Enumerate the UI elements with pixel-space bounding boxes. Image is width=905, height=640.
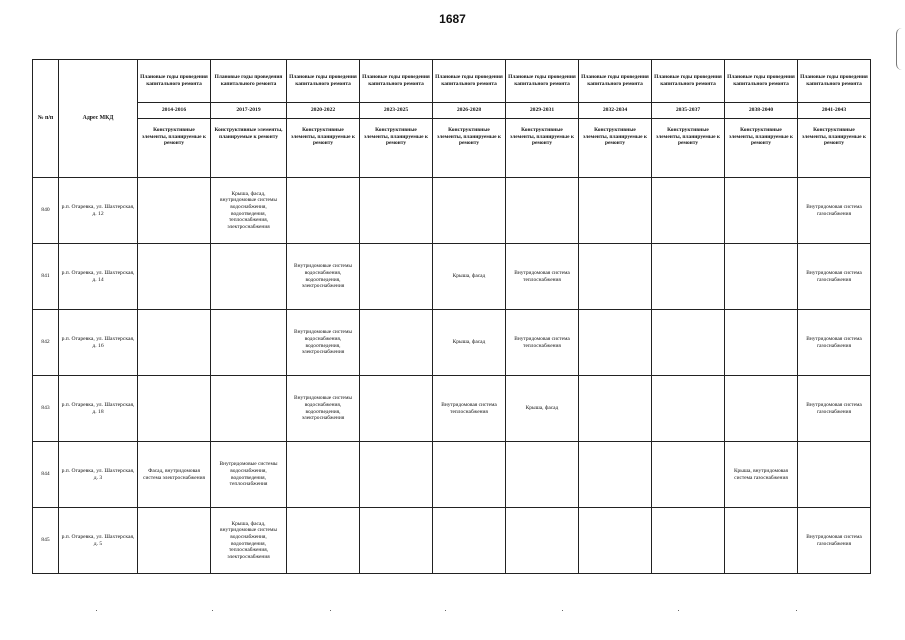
row-number: 844: [33, 442, 59, 508]
repair-elements-cell: [652, 376, 725, 442]
years-header: 2020-2022: [287, 103, 360, 119]
capital-repair-schedule-table: [32, 59, 871, 574]
repair-elements-cell: Фасад, внутридомовая система электроснабжения: [138, 442, 211, 508]
table-row: [33, 376, 871, 442]
period-title-header: Плановые годы проведения капитального ремонта: [360, 60, 433, 103]
column-header-address: Адрес МКД: [59, 60, 138, 178]
repair-elements-cell: Внутридомовая система газоснабжения: [798, 508, 871, 574]
repair-elements-cell: [579, 508, 652, 574]
repair-elements-cell: [579, 442, 652, 508]
repair-elements-cell: [360, 178, 433, 244]
repair-elements-cell: Внутридомовая система теплоснабжения: [433, 376, 506, 442]
row-address: р.п. Огаревка, ул. Шахтерская, д. 12: [59, 178, 138, 244]
years-header: 2014-2016: [138, 103, 211, 119]
repair-elements-cell: Внутридомовые системы водоснабжения, водоотведения, электроснабжения: [287, 244, 360, 310]
repair-elements-cell: [211, 244, 287, 310]
repair-elements-cell: [652, 178, 725, 244]
repair-elements-cell: [287, 508, 360, 574]
table-row: [33, 442, 871, 508]
repair-elements-cell: Крыша, фасад: [433, 244, 506, 310]
period-title-header: Плановые годы проведения капитального ремонта: [138, 60, 211, 103]
repair-elements-cell: [138, 310, 211, 376]
row-number: 840: [33, 178, 59, 244]
row-number: 845: [33, 508, 59, 574]
repair-elements-cell: [652, 508, 725, 574]
period-title-header: Плановые годы проведения капитального ремонта: [506, 60, 579, 103]
repair-elements-cell: Внутридомовые системы водоснабжения, водоотведения, электроснабжения: [287, 376, 360, 442]
table-body: [33, 178, 871, 574]
repair-elements-cell: [211, 310, 287, 376]
repair-elements-cell: Крыша, фасад, внутридомовые системы водоснабжения, водоотведения, теплоснабжения, электроснабжения: [211, 508, 287, 574]
page-number: 1687: [439, 12, 466, 26]
row-address: р.п. Огаревка, ул. Шахтерская, д. 14: [59, 244, 138, 310]
repair-elements-cell: Внутридомовые системы водоснабжения, водоотведения, электроснабжения: [287, 310, 360, 376]
repair-elements-cell: Внутридомовые системы водоснабжения, водоотведения, теплоснабжения: [211, 442, 287, 508]
elements-header: Конструктивные элементы, планируемые к ремонту: [579, 119, 652, 178]
repair-elements-cell: Крыша, фасад, внутридомовые системы водоснабжения, водоотведения, теплоснабжения, электроснабжения: [211, 178, 287, 244]
repair-elements-cell: [798, 442, 871, 508]
row-number: 841: [33, 244, 59, 310]
period-title-header: Плановые годы проведения капитального ремонта: [211, 60, 287, 103]
repair-elements-cell: Крыша, фасад: [433, 310, 506, 376]
repair-elements-cell: [360, 376, 433, 442]
repair-elements-cell: [360, 244, 433, 310]
elements-header: Конструктивные элементы, планируемые к ремонту: [211, 119, 287, 178]
repair-elements-cell: [211, 376, 287, 442]
table-row: [33, 178, 871, 244]
repair-elements-cell: Внутридомовая система теплоснабжения: [506, 244, 579, 310]
repair-elements-cell: [506, 442, 579, 508]
repair-elements-cell: Крыша, внутридомовая система газоснабжения: [725, 442, 798, 508]
repair-elements-cell: [138, 244, 211, 310]
repair-elements-cell: [433, 178, 506, 244]
repair-elements-cell: [725, 376, 798, 442]
repair-elements-cell: [138, 376, 211, 442]
elements-header: Конструктивные элементы, планируемые к ремонту: [287, 119, 360, 178]
period-title-header: Плановые годы проведения капитального ремонта: [725, 60, 798, 103]
repair-elements-cell: Внутридомовая система газоснабжения: [798, 310, 871, 376]
repair-elements-cell: Внутридомовая система газоснабжения: [798, 376, 871, 442]
repair-elements-cell: [652, 442, 725, 508]
repair-elements-cell: [360, 508, 433, 574]
row-address: р.п. Огаревка, ул. Шахтерская, д. 18: [59, 376, 138, 442]
table-row: [33, 508, 871, 574]
elements-header: Конструктивные элементы, планируемые к ремонту: [360, 119, 433, 178]
repair-elements-cell: [360, 310, 433, 376]
elements-header: Конструктивные элементы, планируемые к ремонту: [506, 119, 579, 178]
repair-elements-cell: [138, 508, 211, 574]
years-header: 2029-2031: [506, 103, 579, 119]
table-header: [33, 60, 871, 178]
repair-elements-cell: [287, 442, 360, 508]
repair-elements-cell: [138, 178, 211, 244]
years-header: 2035-2037: [652, 103, 725, 119]
years-header: 2041-2043: [798, 103, 871, 119]
elements-header: Конструктивные элементы, планируемые к ремонту: [652, 119, 725, 178]
scan-edge-mark: [896, 28, 903, 70]
period-title-header: Плановые годы проведения капитального ремонта: [287, 60, 360, 103]
elements-header: Конструктивные элементы, планируемые к ремонту: [798, 119, 871, 178]
years-header: 2038-2040: [725, 103, 798, 119]
elements-header: Конструктивные элементы, планируемые к ремонту: [433, 119, 506, 178]
repair-elements-cell: [579, 310, 652, 376]
years-header: 2032-2034: [579, 103, 652, 119]
repair-elements-cell: Внутридомовая система газоснабжения: [798, 244, 871, 310]
elements-header: Конструктивные элементы, планируемые к ремонту: [138, 119, 211, 178]
repair-elements-cell: [506, 508, 579, 574]
repair-elements-cell: [652, 310, 725, 376]
years-header: 2017-2019: [211, 103, 287, 119]
repair-elements-cell: [725, 244, 798, 310]
repair-elements-cell: Крыша, фасад: [506, 376, 579, 442]
period-title-header: Плановые годы проведения капитального ремонта: [433, 60, 506, 103]
row-address: р.п. Огаревка, ул. Шахтерская, д. 5: [59, 508, 138, 574]
years-header: 2023-2025: [360, 103, 433, 119]
repair-elements-cell: [506, 178, 579, 244]
scan-noise-dots: [0, 610, 905, 620]
repair-elements-cell: [579, 376, 652, 442]
row-address: р.п. Огаревка, ул. Шахтерская, д. 16: [59, 310, 138, 376]
repair-elements-cell: [579, 244, 652, 310]
repair-elements-cell: [725, 178, 798, 244]
row-address: р.п. Огаревка, ул. Шахтерская, д. 3: [59, 442, 138, 508]
period-title-header: Плановые годы проведения капитального ремонта: [798, 60, 871, 103]
repair-elements-cell: Внутридомовая система газоснабжения: [798, 178, 871, 244]
repair-elements-cell: [287, 178, 360, 244]
repair-elements-cell: [433, 508, 506, 574]
repair-elements-cell: [652, 244, 725, 310]
period-title-header: Плановые годы проведения капитального ремонта: [652, 60, 725, 103]
row-number: 842: [33, 310, 59, 376]
repair-elements-cell: [433, 442, 506, 508]
repair-elements-cell: Внутридомовая система теплоснабжения: [506, 310, 579, 376]
column-header-number: № п/п: [33, 60, 59, 178]
table-row: [33, 310, 871, 376]
table-row: [33, 244, 871, 310]
period-title-header: Плановые годы проведения капитального ремонта: [579, 60, 652, 103]
repair-elements-cell: [725, 310, 798, 376]
repair-elements-cell: [579, 178, 652, 244]
years-header: 2026-2028: [433, 103, 506, 119]
elements-header: Конструктивные элементы, планируемые к ремонту: [725, 119, 798, 178]
row-number: 843: [33, 376, 59, 442]
repair-elements-cell: [725, 508, 798, 574]
repair-elements-cell: [360, 442, 433, 508]
